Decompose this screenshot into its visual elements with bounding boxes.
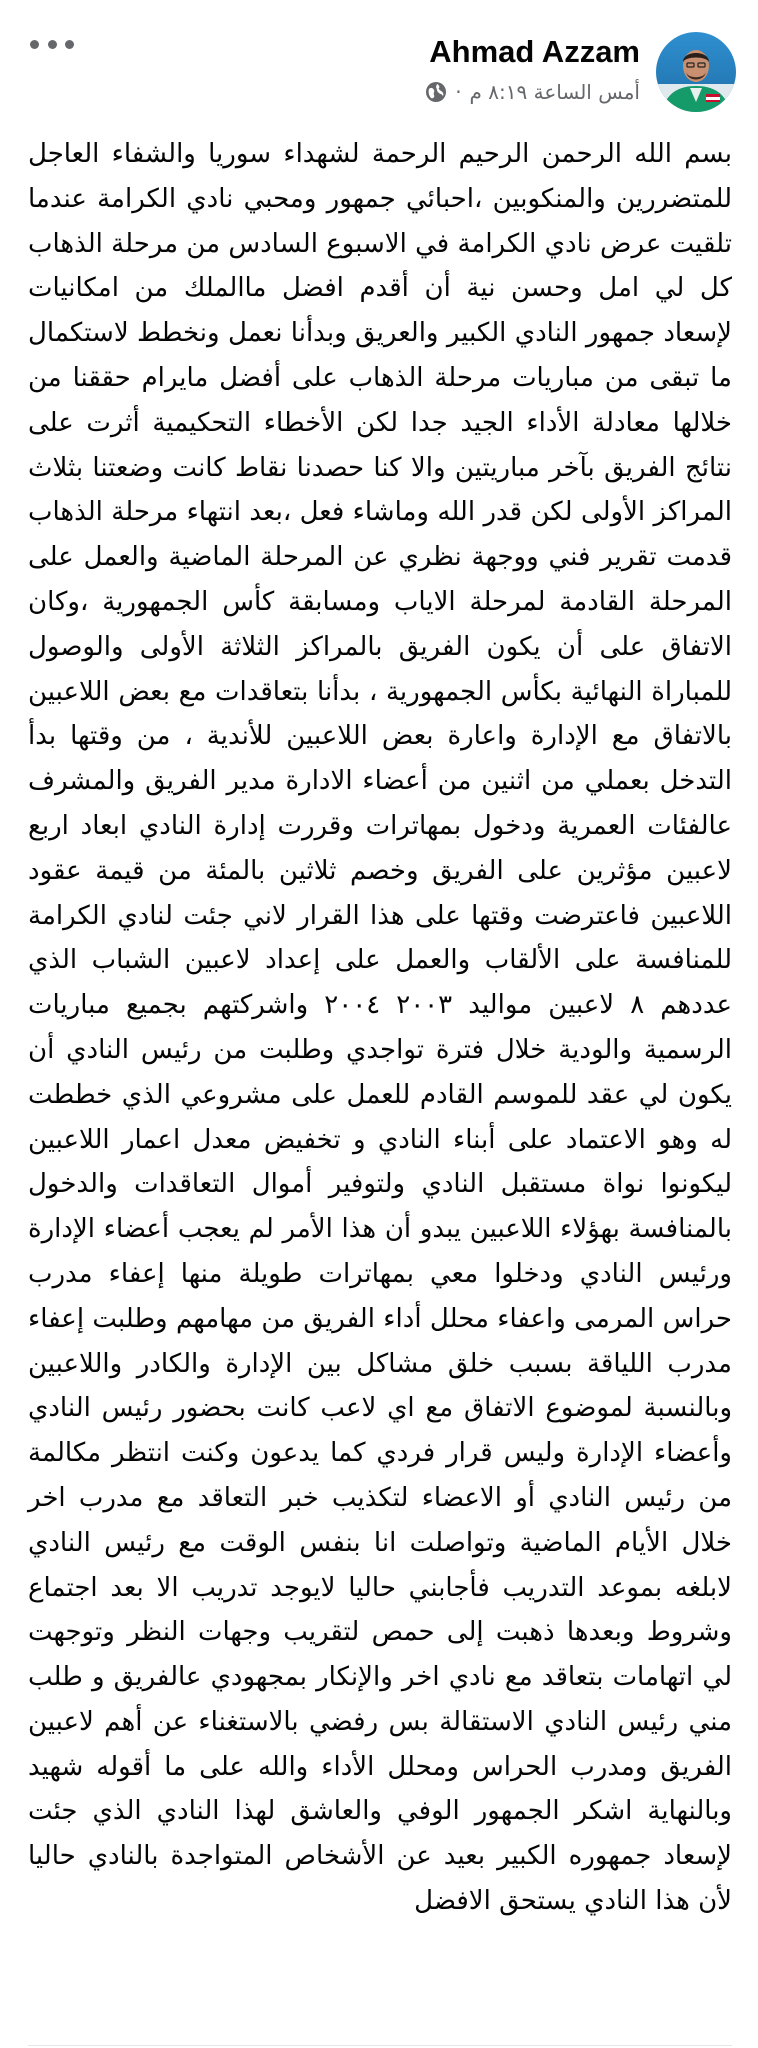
author-name[interactable]: Ahmad Azzam: [429, 34, 640, 69]
post-divider: [28, 2045, 732, 2046]
more-options-button[interactable]: [30, 32, 74, 56]
post-body: بسم الله الرحمن الرحيم الرحمة لشهداء سوريا والشفاء العاجل للمتضررين والمنكوبين ،احبائي جمهور ومحبي نادي الكرامة عندما تلقيت عرض نادي الكرامة في الاسبوع السادس من مرحلة الذهاب كل لي امل وحسن نية أن أقدم افضل ماالملك من امكانيات لإسعاد جمهور النادي الكبير والعريق وبدأنا نعمل ونخطط لاستكمال ما تبقى من مباريات مرحلة الذهاب على أفضل مايرام حققنا من خلالها معادلة الأداء الجيد جدا لكن الأخطاء التحكيمية أثرت على نتائج الفريق بآخر مباريتين والا كنا حصدنا نقاط كانت وضعتنا بثلاث المراكز الأولى لكن قدر الله وماشاء فعل ،بعد انتهاء مرحلة الذهاب قدمت تقرير فني ووجهة نظري عن المرحلة الماضية والعمل على المرحلة القادمة لمرحلة الاياب ومسابقة كأس الجمهورية ،وكان الاتفاق على أن يكون الفريق بالمراكز الثلاثة الأولى والوصول للمباراة النهائية بكأس الجمهورية ، بدأنا بتعاقدات مع بعض اللاعبين بالاتفاق مع الإدارة واعارة بعض اللاعبين للأندية ، من وقتها بدأ التدخل بعملي من اثنين من أعضاء الادارة مدير الفريق والمشرف عالفئات العمرية ودخول بمهاترات وقررت إدارة النادي ابعاد اربع لاعبين مؤثرين على الفريق وخصم ثلاثين بالمئة من قيمة عقود اللاعبين فاعترضت وقتها على هذا القرار لاني جئت لنادي الكرامة للمنافسة على الألقاب والعمل على إعداد لاعبين الشباب الذي عددهم ٨ لاعبين مواليد ٢٠٠٣ ٢٠٠٤ واشركتهم بجميع مباريات الرسمية والودية خلال فترة تواجدي وطلبت من رئيس النادي أن يكون لي عقد للموسم القادم للعمل على مشروعي الذي خططت له وهو الاعتماد على أبناء النادي و تخفيض معدل اعمار اللاعبين ليكونوا نواة مستقبل النادي ولتوفير أموال التعاقدات والدخول بالمنافسة بهؤلاء اللاعبين يبدو أن هذا الأمر لم يعجب أعضاء الإدارة ورئيس النادي ودخلوا معي بمهاترات طويلة منها إعفاء مدرب حراس المرمى واعفاء محلل أداء الفريق من مهامهم وطلبت إعفاء مدرب اللياقة بسبب خلق مشاكل بين الإدارة والكادر واللاعبين وبالنسبة لموضوع الاتفاق مع اي لاعب كانت بحضور رئيس النادي وأعضاء الإدارة وليس قرار فردي كما يدعون وكنت انتظر مكالمة من رئيس النادي أو الاعضاء لتكذيب خبر التعاقد مع مدرب اخر خلال الأيام الماضية وتواصلت انا بنفس الوقت مع رئيس النادي لابلغه بموعد التدريب فأجابني حاليا لايوجد تدريب الا بعد اجتماع وشروط وبعدها ذهبت إلى حمص لتقريب وجهات النظر وتوجهت لي اتهامات بتعاقد مع نادي اخر والإنكار بمجهودي عالفريق و طلب مني رئيس النادي الاستقالة بس رفضي بالاستغناء عن أهم لاعبين الفريق ومدرب الحراس ومحلل الأداء والله على ما أقوله شهيد وبالنهاية اشكر الجمهور الوفي والعاشق لهذا النادي الذي جئت لإسعاد جمهوره الكبير بعيد عن الأشخاص المتواجدة بالنادي حاليا لأن هذا النادي يستحق الافضل: [28, 139, 732, 1917]
author-avatar[interactable]: [656, 32, 736, 112]
globe-icon[interactable]: [425, 81, 447, 103]
meta-separator: ·: [455, 80, 462, 104]
avatar-image: [656, 32, 736, 112]
post-timestamp[interactable]: أمس الساعة ٨:١٩ م: [469, 80, 640, 104]
more-options-icon: [30, 40, 39, 49]
more-options-icon-dot: [65, 40, 74, 49]
post-header: [0, 0, 758, 120]
post-meta: [425, 80, 640, 104]
more-options-icon-dot: [48, 40, 57, 49]
